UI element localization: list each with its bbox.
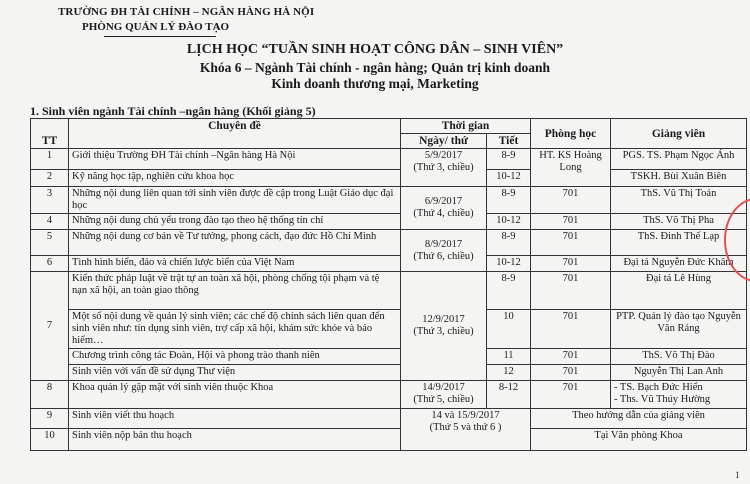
row-lecturer: Đại tá Lê Hùng: [611, 272, 747, 310]
date-value: 5/9/2017: [424, 150, 463, 161]
row-topic: Giới thiệu Trường ĐH Tài chính –Ngân hàng Hà Nội: [69, 149, 401, 170]
date-day: (Thứ 3, chiều): [413, 326, 474, 337]
row-note: Theo hướng dẫn của giảng viên: [531, 409, 747, 429]
date-cell: [401, 187, 487, 230]
row-period: 12: [487, 365, 531, 381]
row-topic: Khoa quản lý gặp mặt với sinh viên thuộc Khoa: [69, 381, 401, 409]
row-period: 10-12: [487, 214, 531, 230]
row-room: 701: [531, 187, 611, 214]
table-row: [31, 381, 747, 409]
row-tt: 8: [31, 381, 69, 409]
date-value: 14 và 15/9/2017: [431, 410, 500, 421]
row-room: 701: [531, 214, 611, 230]
row-topic: Một số nội dung về quản lý sinh viên; các chế độ chính sách liên quan đến sinh viên như: tín dụng sinh viên, trợ cấp xã hội, khám sức khỏe và bảo hiểm…: [69, 310, 401, 349]
table-row: [31, 310, 747, 349]
header-room: Phòng học: [531, 119, 611, 149]
row-topic: Sinh viên nộp bản thu hoạch: [69, 429, 401, 451]
row-tt: 10: [31, 429, 69, 451]
document-title: LỊCH HỌC “TUẦN SINH HOẠT CÔNG DÂN – SINH VIÊN”: [186, 42, 564, 57]
date-value: 12/9/2017: [422, 314, 465, 325]
row-tt: 7: [31, 272, 69, 381]
page-number: 1: [735, 470, 740, 480]
row-period: 8-9: [487, 187, 531, 214]
table-row: [31, 409, 747, 429]
document-subtitle-1: Khóa 6 – Ngành Tài chính - ngân hàng; Quản trị kinh doanh: [199, 60, 551, 75]
row-lecturer: PTP. Quản lý đào tạo Nguyễn Văn Ráng: [611, 310, 747, 349]
date-cell: [401, 149, 487, 187]
row-topic: Những nội dung chủ yếu trong đào tạo theo hệ thống tín chỉ: [69, 214, 401, 230]
row-period: 10-12: [487, 256, 531, 272]
row-period: 11: [487, 349, 531, 365]
row-lecturer: Nguyễn Thị Lan Anh: [611, 365, 747, 381]
row-room: 701: [531, 256, 611, 272]
header-topic-blank: [69, 134, 401, 149]
row-lecturer: ThS. Võ Thị Pha: [611, 214, 747, 230]
header-topic: Chuyên đề: [69, 119, 401, 134]
date-cell: [401, 409, 531, 451]
row-period: 10: [487, 310, 531, 349]
date-value: 6/9/2017: [424, 196, 463, 207]
row-topic: Kiến thức pháp luật về trật tự an toàn xã hội, phòng chống tội phạm và tệ nạn xã hội, an toàn giao thông: [69, 272, 401, 310]
table-row: [31, 149, 747, 170]
date-day: (Thứ 4, chiều): [413, 208, 474, 219]
row-period: 8-9: [487, 149, 531, 170]
lecturer-line: - TS. Bạch Đức Hiển: [614, 382, 703, 393]
row-room: HT. KS Hoàng Long: [531, 149, 611, 187]
date-day: (Thứ 3, chiều): [413, 162, 474, 173]
row-period: 8-9: [487, 230, 531, 256]
row-lecturer: ThS. Đinh Thế Lạp: [611, 230, 747, 256]
table-row: [31, 272, 747, 310]
header-underline: [104, 36, 216, 37]
row-room: 701: [531, 365, 611, 381]
document-subtitle-2: Kinh doanh thương mại, Marketing: [271, 76, 479, 91]
lecturer-line: - Ths. Vũ Thúy Hường: [614, 394, 711, 405]
row-tt: 1: [31, 149, 69, 170]
row-tt: 2: [31, 170, 69, 187]
date-day: (Thứ 5 và thứ 6 ): [429, 422, 502, 433]
row-room: 701: [531, 310, 611, 349]
table-row: [31, 170, 747, 187]
row-topic: Những nội dung liên quan tới sinh viên được đề cập trong Luật Giáo dục đại học: [69, 187, 401, 214]
row-note: Tại Văn phòng Khoa: [531, 429, 747, 451]
row-tt: 9: [31, 409, 69, 429]
row-tt: 4: [31, 214, 69, 230]
row-lecturer: ThS. Võ Thị Đào: [611, 349, 747, 365]
row-room: 701: [531, 272, 611, 310]
table-row: [31, 349, 747, 365]
date-value: 8/9/2017: [424, 238, 463, 250]
row-room: 701: [531, 381, 611, 409]
header-date: Ngày/ thứ: [401, 134, 487, 149]
row-period: 10-12: [487, 170, 531, 187]
row-lecturer: ThS. Vũ Thị Toán: [611, 187, 747, 214]
department-name: PHÒNG QUẢN LÝ ĐÀO TẠO: [82, 21, 230, 33]
table-row: [31, 214, 747, 230]
schedule-table: [30, 118, 747, 451]
row-period: 8-9: [487, 272, 531, 310]
row-tt: 5: [31, 230, 69, 256]
row-lecturer: Đại tá Nguyễn Đức Khâm: [611, 256, 747, 272]
row-tt: 6: [31, 256, 69, 272]
section-label: 1. Sinh viên ngành Tài chính –ngân hàng: [30, 104, 240, 118]
header-lecturer: Giảng viên: [611, 119, 747, 149]
row-topic: Kỹ năng học tập, nghiên cứu khoa học: [69, 170, 401, 187]
header-time: Thời gian: [401, 119, 531, 134]
row-room: 701: [531, 230, 611, 256]
table-row: [31, 429, 747, 451]
header-period: Tiết: [487, 134, 531, 149]
date-day: (Thứ 6, chiều): [413, 250, 474, 262]
row-room: 701: [531, 349, 611, 365]
table-row: [31, 365, 747, 381]
date-cell: [401, 381, 487, 409]
table-header-row: [31, 119, 747, 134]
section-heading: [30, 104, 316, 119]
row-lecturer: [611, 381, 747, 409]
date-value: 14/9/2017: [422, 382, 465, 393]
table-row: [31, 256, 747, 272]
row-topic: Sinh viên với vấn đề sử dụng Thư viện: [69, 365, 401, 381]
section-sub: (Khối giảng 5): [242, 104, 316, 118]
row-topic: Chương trình công tác Đoàn, Hội và phong trào thanh niên: [69, 349, 401, 365]
date-cell: [401, 230, 487, 272]
date-cell: [401, 272, 487, 381]
table-row: [31, 230, 747, 256]
row-topic: Tình hình biển, đảo và chiến lược biển của Việt Nam: [69, 256, 401, 272]
row-topic: Sinh viên viết thu hoạch: [69, 409, 401, 429]
header-tt: TT: [31, 119, 69, 149]
row-tt: 3: [31, 187, 69, 214]
row-lecturer: TSKH. Bùi Xuân Biên: [611, 170, 747, 187]
row-period: 8-12: [487, 381, 531, 409]
table-row: [31, 187, 747, 214]
row-topic: Những nội dung cơ bản về Tư tưởng, phong cách, đạo đức Hồ Chí Minh: [69, 230, 401, 256]
date-day: (Thứ 5, chiều): [413, 394, 474, 405]
row-lecturer: PGS. TS. Phạm Ngọc Ánh: [611, 149, 747, 170]
university-name: TRƯỜNG ĐH TÀI CHÍNH – NGÂN HÀNG HÀ NỘI: [58, 6, 315, 18]
